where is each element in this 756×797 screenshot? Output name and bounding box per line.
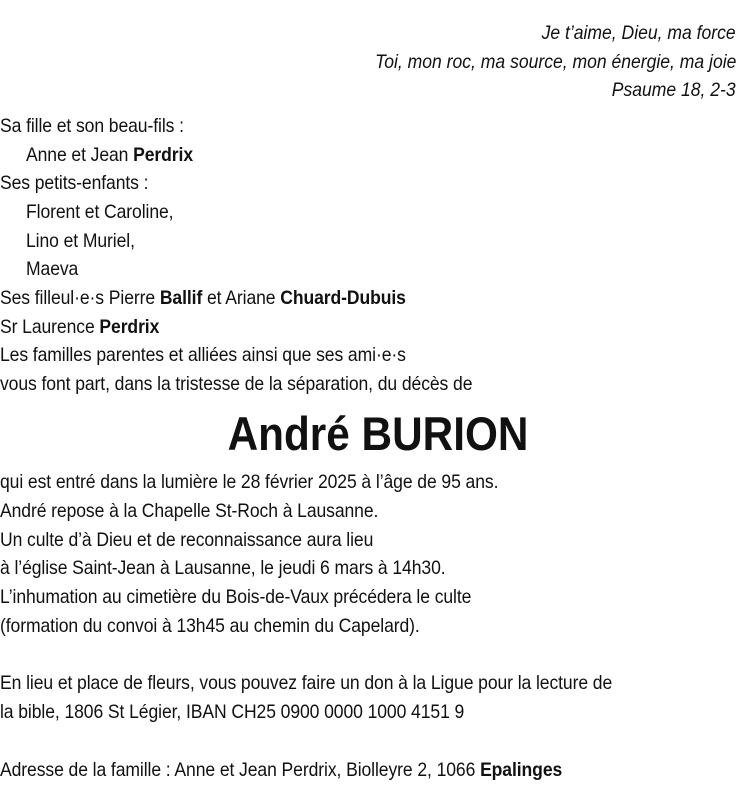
- detail-line: André repose à la Chapelle St-Roch à Lausanne.: [0, 500, 379, 522]
- detail-line: L’inhumation au cimetière du Bois-de-Vaux précédera le culte: [0, 586, 472, 608]
- detail-line: à l’église Saint-Jean à Lausanne, le jeudi 6 mars à 14h30.: [0, 557, 446, 579]
- families-line-1: Les familles parentes et alliées ainsi que ses ami·e·s: [0, 344, 406, 366]
- daughter-names-line: [26, 143, 193, 167]
- sister-surname: Perdrix: [99, 316, 160, 338]
- donation-line-1: En lieu et place de fleurs, vous pouvez faire un don à la Ligue pour la lecture de: [0, 672, 613, 694]
- detail-line: (formation du convoi à 13h45 au chemin du Capelard).: [0, 615, 420, 637]
- donation-line-2: la bible, 1806 St Légier, IBAN CH25 0900 0000 1000 4151 9: [0, 701, 465, 723]
- godchildren-line: [0, 286, 406, 310]
- families-line-2: vous font part, dans la tristesse de la séparation, du décès de: [0, 373, 473, 395]
- verse-line-2: Toi, mon roc, ma source, mon énergie, ma joie: [374, 51, 736, 73]
- godchildren-prefix: Ses filleul·e·s Pierre: [0, 287, 160, 309]
- sister-prefix: Sr Laurence: [0, 316, 100, 338]
- family-address: [0, 758, 562, 782]
- detail-line: qui est entré dans la lumière le 28 février 2025 à l’âge de 95 ans.: [0, 471, 499, 493]
- sister-line: [0, 315, 159, 339]
- grandchild-entry: Maeva: [26, 258, 79, 280]
- grandchild-entry: Lino et Muriel,: [26, 230, 135, 252]
- address-prefix: Adresse de la famille : Anne et Jean Perdrix, Biolleyre 2, 1066: [0, 759, 481, 781]
- address-city: Epalinges: [480, 759, 563, 781]
- godchildren-mid: et Ariane: [202, 287, 281, 309]
- grandchildren-label: Ses petits-enfants :: [0, 172, 149, 194]
- godchild2-surname: Chuard-Dubuis: [280, 287, 406, 309]
- deceased-name: André BURION: [227, 407, 529, 460]
- daughter-names: Anne et Jean: [26, 144, 134, 166]
- verse-reference: Psaume 18, 2-3: [612, 79, 736, 101]
- godchild1-surname: Ballif: [159, 287, 203, 309]
- verse-line-1: Je t’aime, Dieu, ma force: [541, 22, 736, 44]
- daughter-surname: Perdrix: [133, 144, 194, 166]
- grandchild-entry: Florent et Caroline,: [26, 201, 174, 223]
- detail-line: Un culte d’à Dieu et de reconnaissance aura lieu: [0, 529, 374, 551]
- daughter-label: Sa fille et son beau-fils :: [0, 115, 184, 137]
